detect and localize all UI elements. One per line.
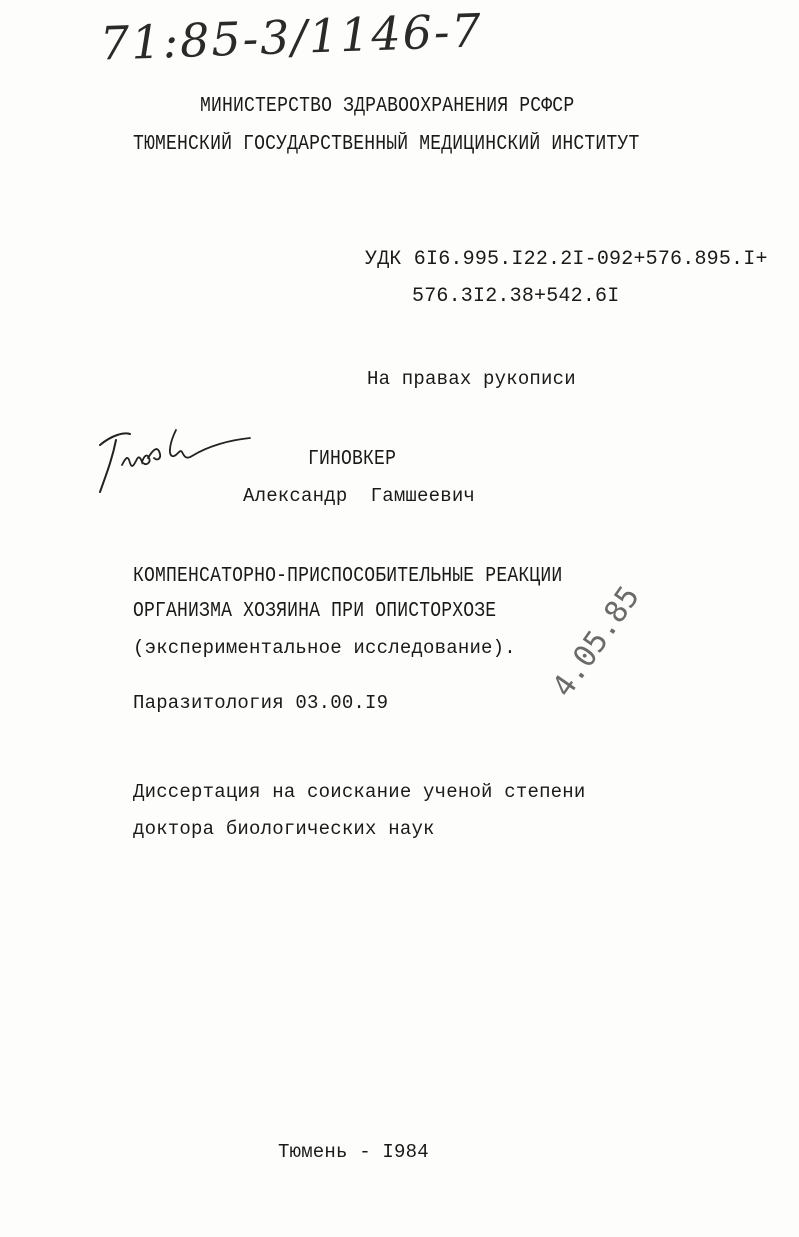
title-line-3: (экспериментальное исследование).: [133, 637, 516, 659]
rights-note: На правах рукописи: [367, 368, 576, 390]
udc-line-2: 576.3I2.38+542.6I: [412, 285, 620, 308]
udc-line-1: УДК 6I6.995.I22.2I-092+576.895.I+: [365, 248, 768, 271]
date-stamp: 4.05.85: [545, 579, 647, 704]
dissertation-line-1: Диссертация на соискание ученой степени: [133, 781, 586, 803]
archive-stamp: 71:85-3/1146-7: [99, 3, 484, 71]
specialty: Паразитология 03.00.I9: [133, 692, 389, 714]
institute-heading: ТЮМЕНСКИЙ ГОСУДАРСТВЕННЫЙ МЕДИЦИНСКИЙ ИНСТИТУТ: [133, 133, 640, 156]
dissertation-line-2: доктора биологических наук: [133, 818, 435, 840]
author-given-names: Александр Гамшеевич: [243, 485, 476, 507]
author-surname: ГИНОВКЕР: [308, 448, 397, 471]
title-line-2: ОРГАНИЗМА ХОЗЯИНА ПРИ ОПИСТОРХОЗЕ: [133, 600, 497, 623]
title-line-1: КОМПЕНСАТОРНО-ПРИСПОСОБИТЕЛЬНЫЕ РЕАКЦИИ: [133, 565, 563, 588]
ministry-heading: МИНИСТЕРСТВО ЗДРАВООХРАНЕНИЯ РСФСР: [200, 95, 575, 118]
author-signature: [90, 410, 260, 500]
place-year: Тюмень - I984: [278, 1141, 429, 1163]
